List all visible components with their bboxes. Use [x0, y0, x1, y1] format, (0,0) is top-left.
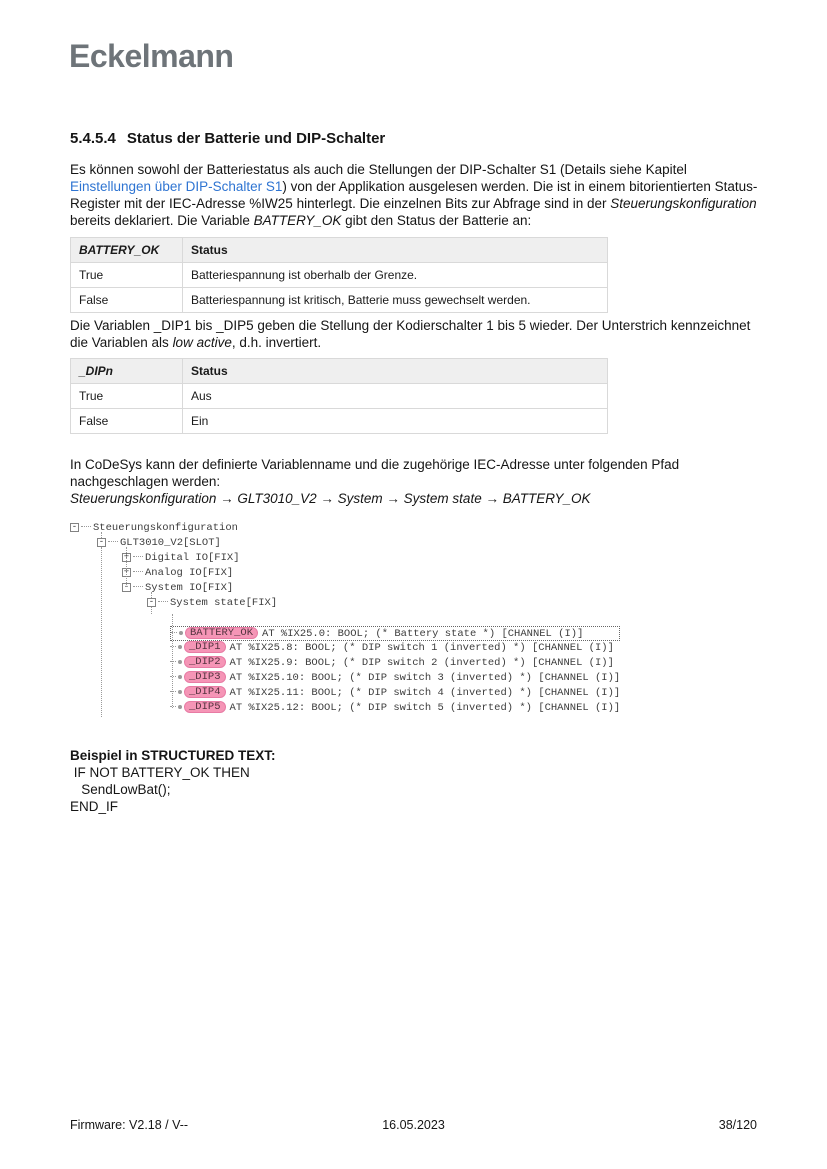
tree-node-label: Digital IO[FIX] [145, 552, 240, 564]
tree-variable-row-battery-ok [170, 626, 670, 641]
tree-dots [108, 541, 118, 542]
variable-pill: _DIP1 [184, 641, 226, 653]
tree-dots [170, 646, 176, 647]
tree-dots [133, 571, 143, 572]
tree-variable-row-dip5 [170, 701, 670, 716]
intro-emphasis: Steuerungskonfiguration [610, 196, 757, 211]
table-row [71, 263, 608, 288]
tree-connector-line [101, 532, 102, 538]
tree-node-glt3010 [70, 536, 670, 551]
battery-status-table [70, 237, 608, 313]
cell-status: Ein [183, 409, 608, 434]
variable-pill: BATTERY_OK [185, 627, 258, 639]
intro-text: bereits deklariert. Die Variable [70, 213, 254, 228]
channel-bullet-icon [178, 675, 182, 679]
cell-value: False [71, 288, 183, 313]
variable-declaration: AT %IX25.8: BOOL; (* DIP switch 1 (inverted) *) [CHANNEL (I)] [229, 642, 614, 654]
code-line: END_IF [70, 799, 119, 814]
tree-connector-line [126, 547, 127, 587]
expand-icon: + [123, 566, 130, 577]
table-header-row [71, 359, 608, 384]
tree-variable-row-dip4 [170, 686, 670, 701]
table-row [71, 409, 608, 434]
tree-dots [170, 691, 176, 692]
collapse-icon: - [71, 521, 78, 532]
tree-connector-line [151, 607, 152, 614]
cell-status: Aus [183, 384, 608, 409]
tree-node-system-state [70, 596, 670, 611]
variable-declaration: AT %IX25.11: BOOL; (* DIP switch 4 (inverted) *) [CHANNEL (I)] [229, 687, 621, 699]
table-row [71, 288, 608, 313]
cell-value: False [71, 409, 183, 434]
cell-status: Batteriespannung ist kritisch, Batterie muss gewechselt werden. [183, 288, 608, 313]
tree-variable-row-dip1 [170, 641, 670, 656]
channel-bullet-icon [178, 660, 182, 664]
footer-page-number: 38/120 [718, 1118, 757, 1132]
footer-firmware: Firmware: V2.18 / V-- [70, 1118, 189, 1132]
section-heading [70, 130, 385, 147]
intro-text: ) von der Applikation ausgelesen werden. Die ist in einem bitorientierten Status-Register mit der IEC-Adresse %IW25 hinterlegt. Die einzelnen Bits zur Abfrage sind in der [70, 179, 758, 211]
collapse-icon: - [98, 536, 105, 547]
codesys-path: Steuerungskonfiguration → GLT3010_V2 → System → System state → BATTERY_OK [70, 491, 591, 506]
tree-node-label: Steuerungskonfiguration [93, 522, 238, 534]
tree-dots [158, 601, 168, 602]
tree-node-digital-io [70, 551, 670, 566]
cell-status: Batteriespannung ist oberhalb der Grenze. [183, 263, 608, 288]
dip-emphasis: low active [172, 335, 232, 350]
section-number: 5.4.5.4 [70, 130, 116, 147]
codesys-text: In CoDeSys kann der definierte Variablenname und die zugehörige IEC-Adresse unter folgenden Pfad nachgeschlagen werden: [70, 457, 680, 489]
variable-pill: _DIP4 [184, 686, 226, 698]
tree-node-label: Analog IO[FIX] [145, 567, 234, 579]
tree-connector-line [172, 614, 173, 708]
dip-text: Die Variablen _DIP1 bis _DIP5 geben die Stellung der Kodierschalter 1 bis 5 wieder. Der Unterstrich kennzeichnet die Variablen als [70, 318, 751, 350]
cell-value: True [71, 384, 183, 409]
tree-dots [81, 526, 91, 527]
code-line: SendLowBat(); [70, 782, 171, 797]
tree-variable-list [70, 626, 670, 716]
intro-text: gibt den Status der Batterie an: [341, 213, 532, 228]
column-header-status: Status [183, 359, 608, 384]
channel-bullet-icon [178, 645, 182, 649]
collapse-icon: - [123, 581, 130, 592]
tree-dots [133, 586, 143, 587]
page-footer [70, 1118, 757, 1132]
codesys-paragraph [70, 456, 762, 507]
variable-declaration: AT %IX25.9: BOOL; (* DIP switch 2 (inverted) *) [CHANNEL (I)] [229, 657, 614, 669]
tree-connector-line [101, 547, 102, 717]
dip-paragraph [70, 317, 762, 351]
tree-node-label: GLT3010_V2[SLOT] [120, 537, 221, 549]
tree-dots [170, 676, 176, 677]
tree-node-analog-io [70, 566, 670, 581]
column-header-dipn: _DIPn [71, 359, 183, 384]
tree-dots [170, 661, 176, 662]
tree-node-steuerungskonfiguration [70, 521, 670, 536]
tree-node-label: System state[FIX] [170, 597, 278, 609]
dip-schalter-link[interactable]: Einstellungen über DIP-Schalter S1 [70, 179, 283, 194]
tree-connector-line [151, 592, 152, 598]
variable-declaration: AT %IX25.12: BOOL; (* DIP switch 5 (inverted) *) [CHANNEL (I)] [229, 702, 621, 714]
variable-pill: _DIP2 [184, 656, 226, 668]
code-line: IF NOT BATTERY_OK THEN [70, 765, 250, 780]
channel-bullet-icon [179, 631, 183, 635]
config-tree [70, 521, 670, 721]
selection-outline [170, 626, 620, 641]
section-title: Status der Batterie und DIP-Schalter [126, 130, 386, 147]
expand-icon: + [123, 551, 130, 562]
tree-node-label: System IO[FIX] [145, 582, 234, 594]
intro-paragraph [70, 161, 762, 229]
dip-status-table [70, 358, 608, 434]
variable-pill: _DIP5 [184, 701, 226, 713]
variable-declaration: AT %IX25.0: BOOL; (* Battery state *) [CHANNEL (I)] [262, 627, 584, 640]
tree-dots [133, 556, 143, 557]
column-header-battery-ok: BATTERY_OK [71, 238, 183, 263]
tree-variable-row-dip3 [170, 671, 670, 686]
tree-variable-row-dip2 [170, 656, 670, 671]
variable-declaration: AT %IX25.10: BOOL; (* DIP switch 3 (inverted) *) [CHANNEL (I)] [229, 672, 621, 684]
table-row [71, 384, 608, 409]
tree-dots [170, 706, 176, 707]
tree-node-system-io [70, 581, 670, 596]
example-heading: Beispiel in STRUCTURED TEXT: [70, 748, 276, 763]
eckelmann-logo: Eckelmann [69, 38, 234, 74]
table-header-row [71, 238, 608, 263]
channel-bullet-icon [178, 690, 182, 694]
variable-pill: _DIP3 [184, 671, 226, 683]
column-header-status: Status [183, 238, 608, 263]
intro-emphasis: BATTERY_OK [253, 213, 342, 228]
dip-text: , d.h. invertiert. [231, 335, 322, 350]
cell-value: True [71, 263, 183, 288]
channel-bullet-icon [178, 705, 182, 709]
footer-date: 16.05.2023 [382, 1118, 445, 1132]
collapse-icon: - [148, 596, 155, 607]
structured-text-example [70, 747, 276, 815]
intro-text: Es können sowohl der Batteriestatus als auch die Stellungen der DIP-Schalter S1 (Details siehe Kapitel [70, 162, 687, 177]
